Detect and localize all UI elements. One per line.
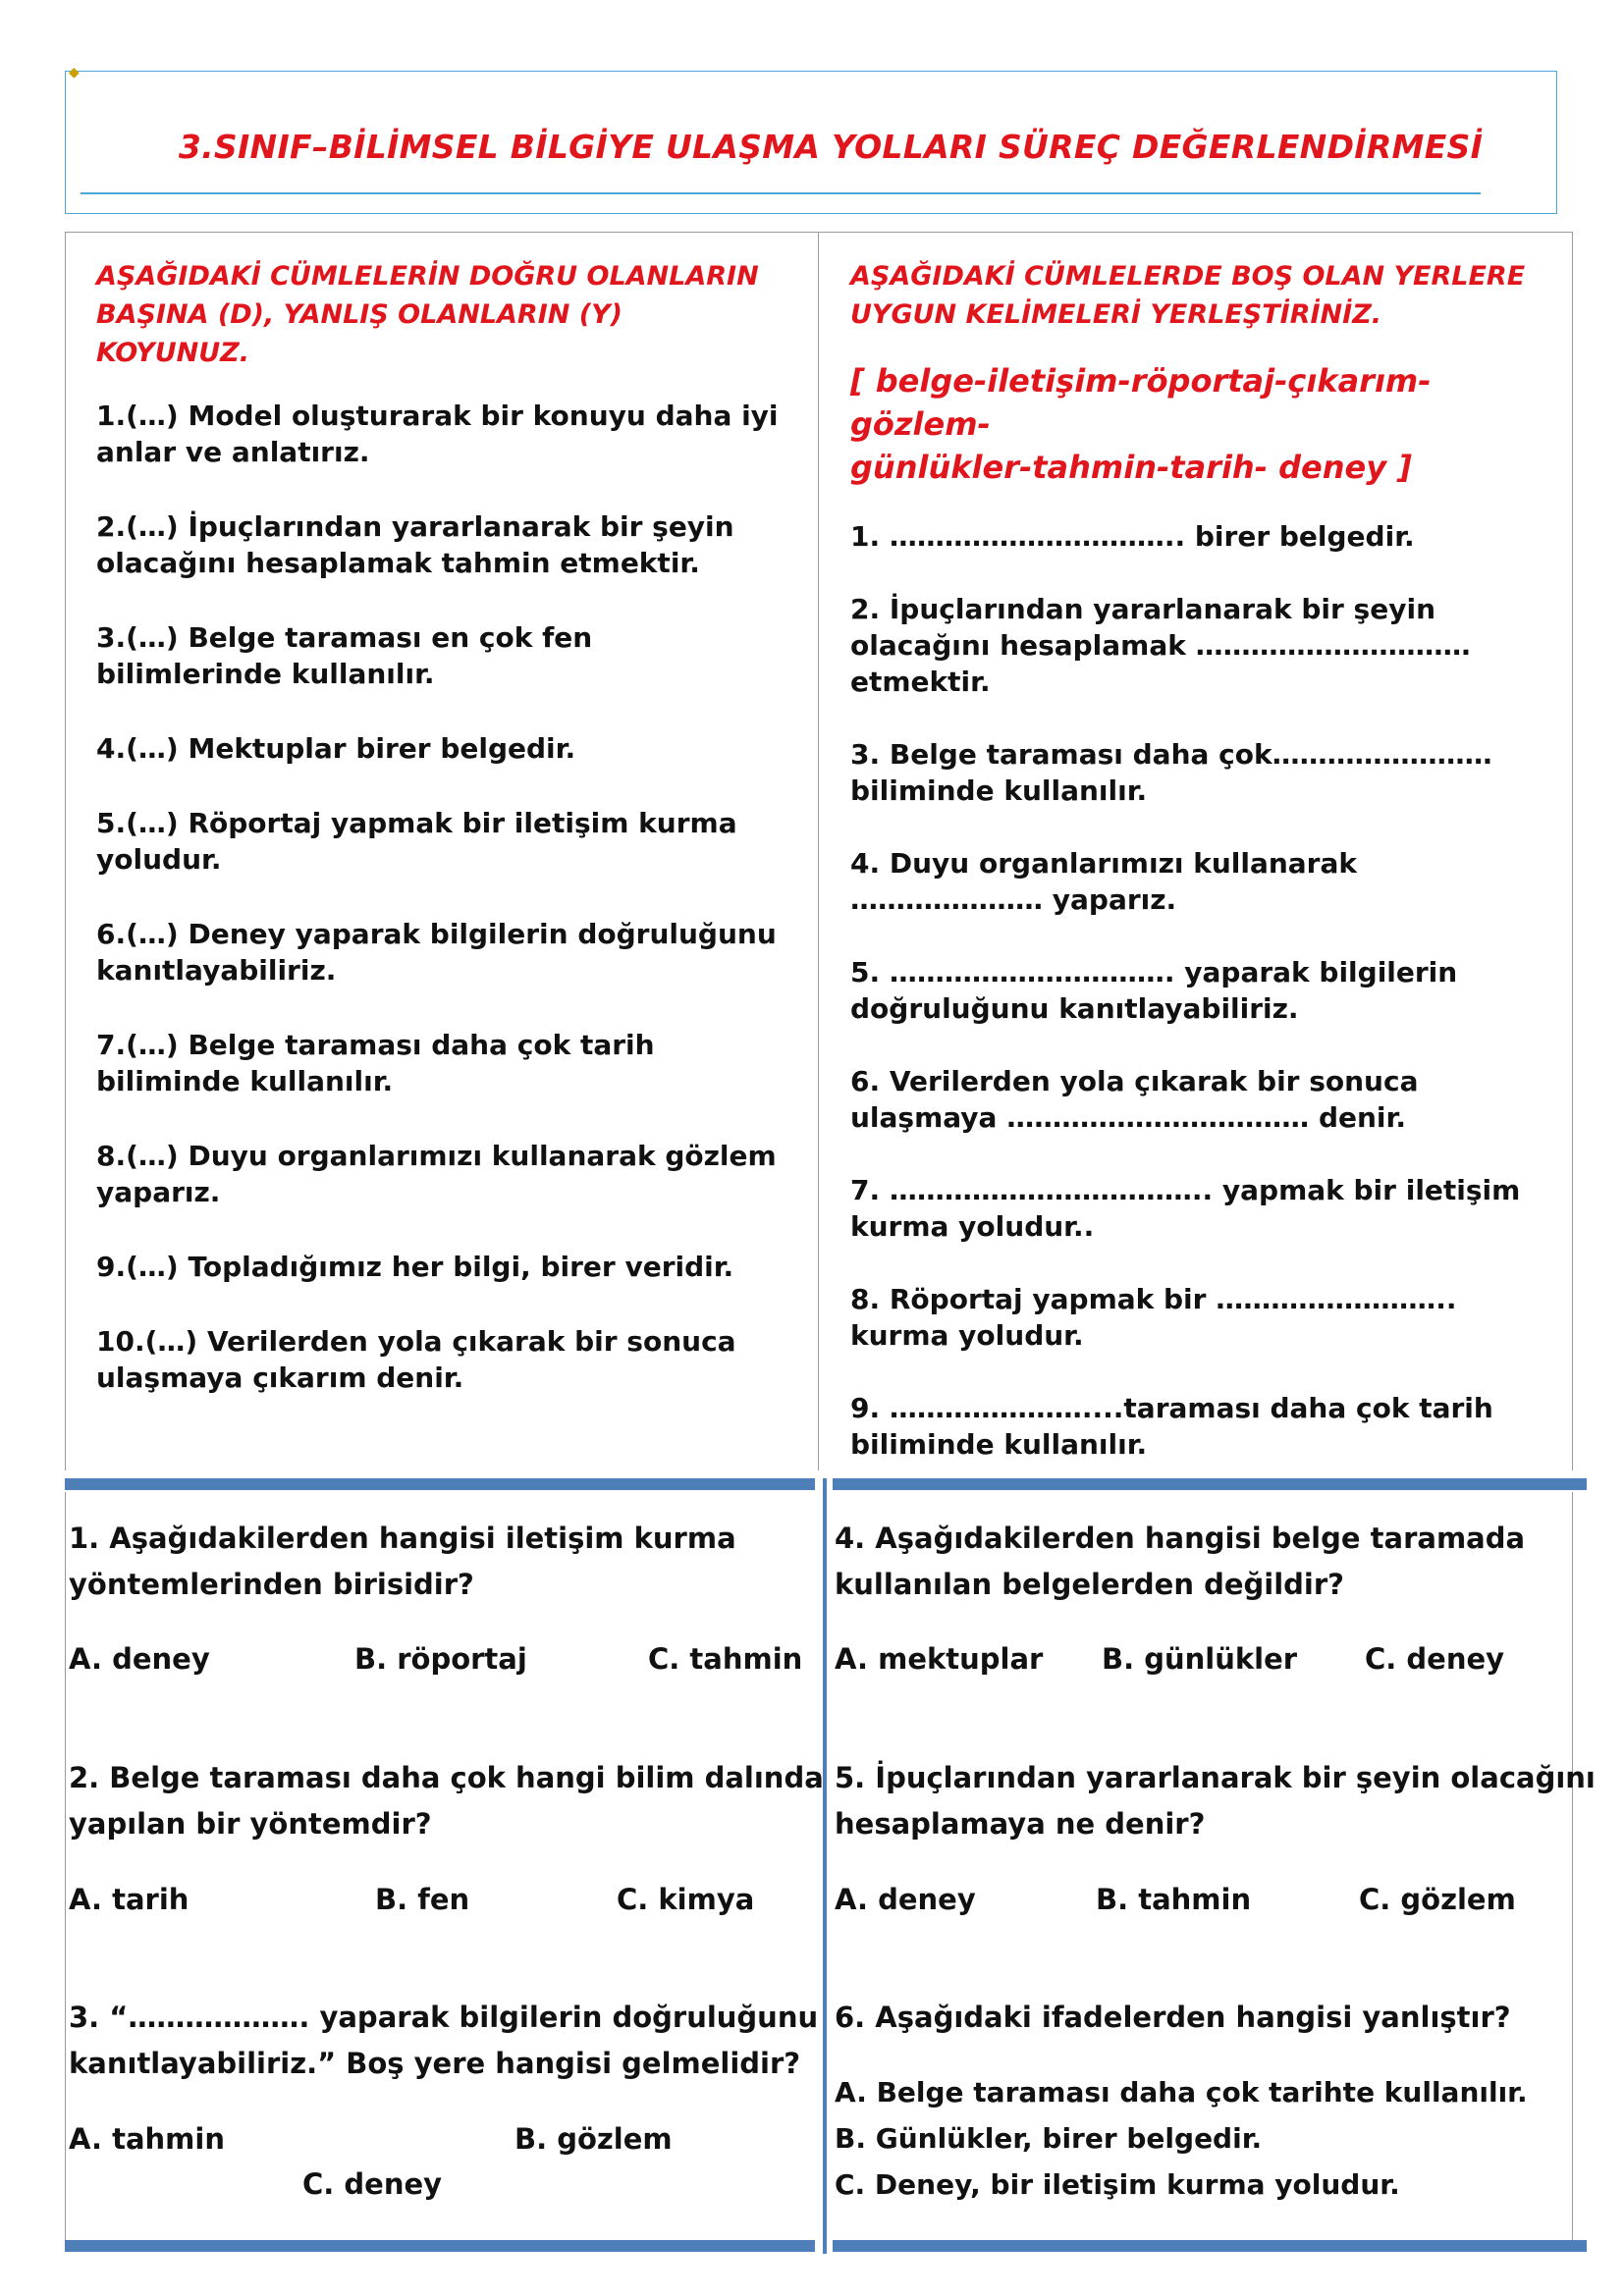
fb-item-7: 7. …………………………….. yapmak bir iletişim kurma yoludur.. — [850, 1174, 1521, 1243]
q5-option-b: B. tahmin — [1096, 1883, 1252, 1916]
q4-option-b: B. günlükler — [1102, 1642, 1298, 1676]
tf-item-4: 4.(…) Mektuplar birer belgedir. — [96, 732, 576, 765]
pin-icon: ◆ — [69, 65, 80, 80]
q2-option-b: B. fen — [375, 1883, 470, 1916]
q2-option-a: A. tarih — [69, 1883, 189, 1916]
bottom-bar-left — [65, 2240, 815, 2252]
q5-option-c: C. gözlem — [1359, 1883, 1516, 1916]
q4-option-a: A. mektuplar — [835, 1642, 1044, 1676]
q5-option-a: A. deney — [835, 1883, 976, 1916]
q3-option-a: A. tahmin — [69, 2122, 225, 2156]
fb-item-2: 2. İpuçlarından yararlanarak bir şeyin olacağını hesaplamak ………………………… etmektir. — [850, 593, 1471, 698]
q1-option-c: C. tahmin — [648, 1642, 803, 1676]
q3-option-b: B. gözlem — [514, 2122, 673, 2156]
fill-blank-instruction: AŞAĞIDAKİ CÜMLELERDE BOŞ OLAN YERLERE UYGUN KELİMELERİ YERLEŞTİRİNİZ. — [850, 261, 1526, 330]
q6-option-c: C. Deney, bir iletişim kurma yoludur. — [835, 2168, 1400, 2201]
tf-item-10: 10.(…) Verilerden yola çıkarak bir sonuca ulaşmaya çıkarım denir. — [96, 1325, 736, 1394]
q1-option-a: A. deney — [69, 1642, 210, 1676]
tf-item-5: 5.(…) Röportaj yapmak bir iletişim kurma yoludur. — [96, 807, 737, 876]
fb-item-5: 5. …………………………. yaparak bilgilerin doğruluğunu kanıtlayabiliriz. — [850, 956, 1458, 1025]
mcq-question-1: 1. Aşağıdakilerden hangisi iletişim kurma yöntemlerinden birisidir? — [69, 1522, 736, 1601]
mcq-question-6: 6. Aşağıdaki ifadelerden hangisi yanlıştır? — [835, 2001, 1511, 2034]
fb-item-6: 6. Verilerden yola çıkarak bir sonuca ulaşmaya …………………………… denir. — [850, 1065, 1419, 1134]
tf-item-6: 6.(…) Deney yaparak bilgilerin doğruluğunu kanıtlayabiliriz. — [96, 918, 777, 987]
tf-item-3: 3.(…) Belge taraması en çok fen bilimlerinde kullanılır. — [96, 621, 593, 690]
q3-option-c: C. deney — [302, 2167, 443, 2201]
q6-option-a: A. Belge taraması daha çok tarihte kullanılır. — [835, 2076, 1528, 2109]
top-bar-right — [833, 1478, 1587, 1490]
mcq-question-3: 3. “………………. yaparak bilgilerin doğruluğunu kanıtlayabiliriz.” Boş yere hangisi gelmelidir? — [69, 2001, 819, 2080]
word-bank: [ belge-iletişim-röportaj-çıkarım-gözlem- günlükler-tahmin-tarih- deney ] — [850, 362, 1432, 486]
q4-option-c: C. deney — [1365, 1642, 1505, 1676]
tf-item-8: 8.(…) Duyu organlarımızı kullanarak gözlem yaparız. — [96, 1140, 777, 1208]
fb-item-3: 3. Belge taraması daha çok…………………… biliminde kullanılır. — [850, 738, 1492, 807]
tf-item-1: 1.(…) Model oluşturarak bir konuyu daha iyi anlar ve anlatırız. — [96, 400, 779, 468]
fb-item-4: 4. Duyu organlarımızı kullanarak ………………… yaparız. — [850, 847, 1358, 916]
true-false-section — [96, 257, 784, 1434]
tf-item-2: 2.(…) İpuçlarından yararlanarak bir şeyin olacağını hesaplamak tahmin etmektir. — [96, 510, 734, 579]
tf-item-7: 7.(…) Belge taraması daha çok tarih biliminde kullanılır. — [96, 1029, 655, 1097]
q6-option-b: B. Günlükler, birer belgedir. — [835, 2122, 1263, 2155]
mcq-question-5: 5. İpuçlarından yararlanarak bir şeyin olacağını hesaplamaya ne denir? — [835, 1761, 1596, 1841]
q1-option-b: B. röportaj — [354, 1642, 527, 1676]
page-title: 3.SINIF–BİLİMSEL BİLGİYE ULAŞMA YOLLARI SÜREÇ DEĞERLENDİRMESİ — [178, 128, 1484, 166]
bottom-bar-right — [833, 2240, 1587, 2252]
column-divider — [818, 232, 819, 1470]
fill-blank-section — [850, 257, 1557, 1499]
mcq-question-4: 4. Aşağıdakilerden hangisi belge taramada kullanılan belgelerden değildir? — [835, 1522, 1526, 1601]
true-false-instruction: AŞAĞIDAKİ CÜMLELERİN DOĞRU OLANLARIN BAŞINA (D), YANLIŞ OLANLARIN (Y) KOYUNUZ. — [96, 261, 759, 368]
mcq-question-2: 2. Belge taraması daha çok hangi bilim dalında yapılan bir yöntemdir? — [69, 1761, 824, 1841]
banner-underline — [81, 192, 1481, 194]
tf-item-9: 9.(…) Topladığımız her bilgi, birer veridir. — [96, 1251, 734, 1283]
fb-item-9: 9. …………………....taraması daha çok tarih biliminde kullanılır. — [850, 1392, 1493, 1461]
q6-options — [835, 2069, 1528, 2208]
top-bar-left — [65, 1478, 815, 1490]
fb-item-8: 8. Röportaj yapmak bir …………………….. kurma yoludur. — [850, 1283, 1457, 1352]
fb-item-1: 1. ………………………….. birer belgedir. — [850, 520, 1415, 553]
q2-option-c: C. kimya — [617, 1883, 755, 1916]
